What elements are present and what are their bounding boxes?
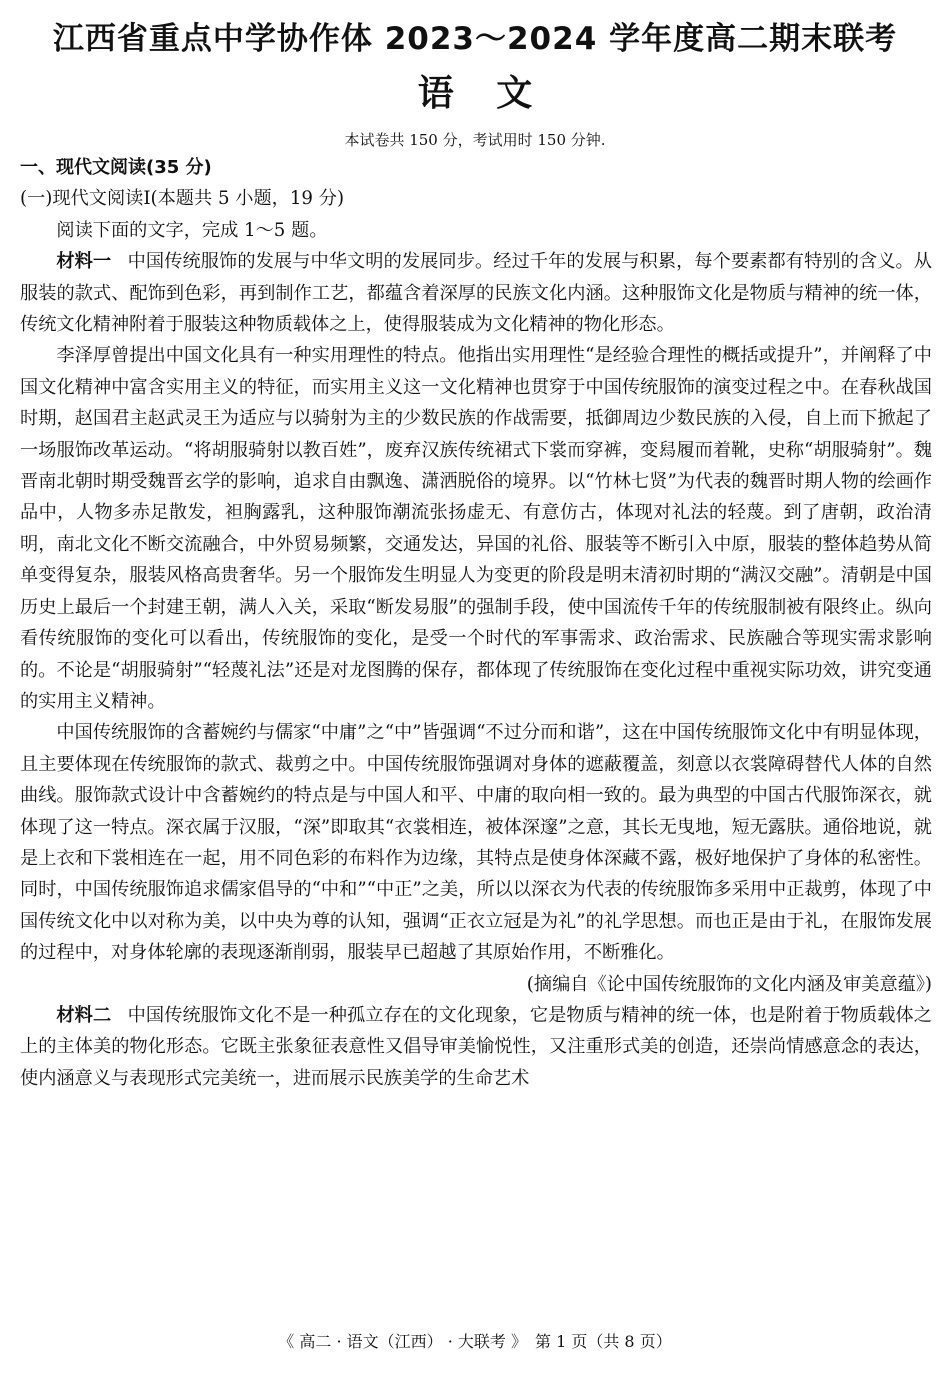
exam-title: 江西省重点中学协作体 2023～2024 学年度高二期末联考	[52, 21, 898, 57]
material1-source: (摘编自《论中国传统服饰的文化内涵及审美意蕴》)	[526, 973, 932, 995]
material1-paragraph-1	[20, 246, 932, 340]
subject-title: 语 文	[417, 73, 533, 114]
material2-paragraph-1-text: 中国传统服饰文化不是一种孤立存在的文化现象，它是物质与精神的统一体，也是附着于物质载体之上的主体美的物化形态。它既主张象征表意性又倡导审美愉悦性，又注重形式美的创造，还崇尚情感意念的表达，使内涵意义与表现形式完美统一，进而展示民族美学的生命艺术	[20, 1004, 932, 1089]
reading-instruction: 阅读下面的文字，完成 1～5 题。	[56, 219, 328, 241]
section-heading: 一、现代文阅读(35 分)	[20, 157, 212, 178]
exam-content	[20, 152, 932, 1094]
material1-paragraph-3: 中国传统服饰的含蓄婉约与儒家“中庸”之“中”皆强调“不过分而和谐”，这在中国传统服饰文化中有明显体现，且主要体现在传统服饰的款式、裁剪之中。中国传统服饰强调对身体的遮蔽覆盖，刻意以衣裳障碍替代人体的自然曲线。服饰款式设计中含蓄婉约的特点是与中国人和平、中庸的取向相一致的。最为典型的中国古代服饰深衣，就体现了这一特点。深衣属于汉服，“深”即取其“衣裳相连，被体深邃”之意，其长无曳地，短无露肤。通俗地说，就是上衣和下裳相连在一起，用不同色彩的布料作为边缘，其特点是使身体深藏不露，极好地保护了身体的私密性。同时，中国传统服饰追求儒家倡导的“中和”“中正”之美，所以以深衣为代表的传统服饰多采用中正裁剪，体现了中国传统文化中以对称为美，以中央为尊的认知，强调“正衣立冠是为礼”的礼学思想。而也正是由于礼，在服饰发展的过程中，对身体轮廓的表现逐渐削弱，服装早已超越了其原始作用，不断雅化。	[20, 722, 932, 964]
material2-label: 材料二	[56, 1004, 112, 1026]
material2-paragraph-1	[20, 1000, 932, 1094]
material1-label: 材料一	[56, 251, 112, 273]
page-footer: 《 高二 · 语文（江西） · 大联考 》 第 1 页（共 8 页）	[278, 1332, 672, 1351]
material1-paragraph-1-text: 中国传统服饰的发展与中华文明的发展同步。经过千年的发展与积累，每个要素都有特别的含义。从服装的款式、配饰到色彩，再到制作工艺，都蕴含着深厚的民族文化内涵。这种服饰文化是物质与精神的统一体，传统文化精神附着于服装这种物质载体之上，使得服装成为文化精神的物化形态。	[20, 251, 932, 336]
subsection-heading: (一)现代文阅读Ⅰ(本题共 5 小题，19 分)	[20, 188, 345, 210]
exam-note: 本试卷共 150 分，考试用时 150 分钟.	[344, 131, 606, 149]
material1-paragraph-2: 李泽厚曾提出中国文化具有一种实用理性的特点。他指出实用理性“是经验合理性的概括或提升”，并阐释了中国文化精神中富含实用主义的特征，而实用主义这一文化精神也贯穿于中国传统服饰的演变过程之中。在春秋战国时期，赵国君主赵武灵王为适应与以骑射为主的少数民族的作战需要，抵御周边少数民族的入侵，自上而下掀起了一场服饰改革运动。“将胡服骑射以教百姓”，废弃汉族传统裙式下裳而穿裤，变舄履而着靴，史称“胡服骑射”。魏晋南北朝时期受魏晋玄学的影响，追求自由飘逸、潇洒脱俗的境界。以“竹林七贤”为代表的魏晋时期人物的绘画作品中，人物多赤足散发，袒胸露乳，这种服饰潮流张扬虚无、有意仿古，体现对礼法的轻蔑。到了唐朝，政治清明，南北文化不断交流融合，中外贸易频繁，交通发达，异国的礼俗、服装等不断引入中原，服装的整体趋势从简单变得复杂，服装风格高贵奢华。另一个服饰发生明显人为变更的阶段是明末清初时期的“满汉交融”。清朝是中国历史上最后一个封建王朝，满人入关，采取“断发易服”的强制手段，使中国流传千年的传统服制被有限终止。纵向看传统服饰的变化可以看出，传统服饰的变化，是受一个时代的军事需求、政治需求、民族融合等现实需求影响的。不论是“胡服骑射”“轻蔑礼法”还是对龙图腾的保存，都体现了传统服饰在变化过程中重视实际功效，讲究变通的实用主义精神。	[20, 345, 932, 712]
